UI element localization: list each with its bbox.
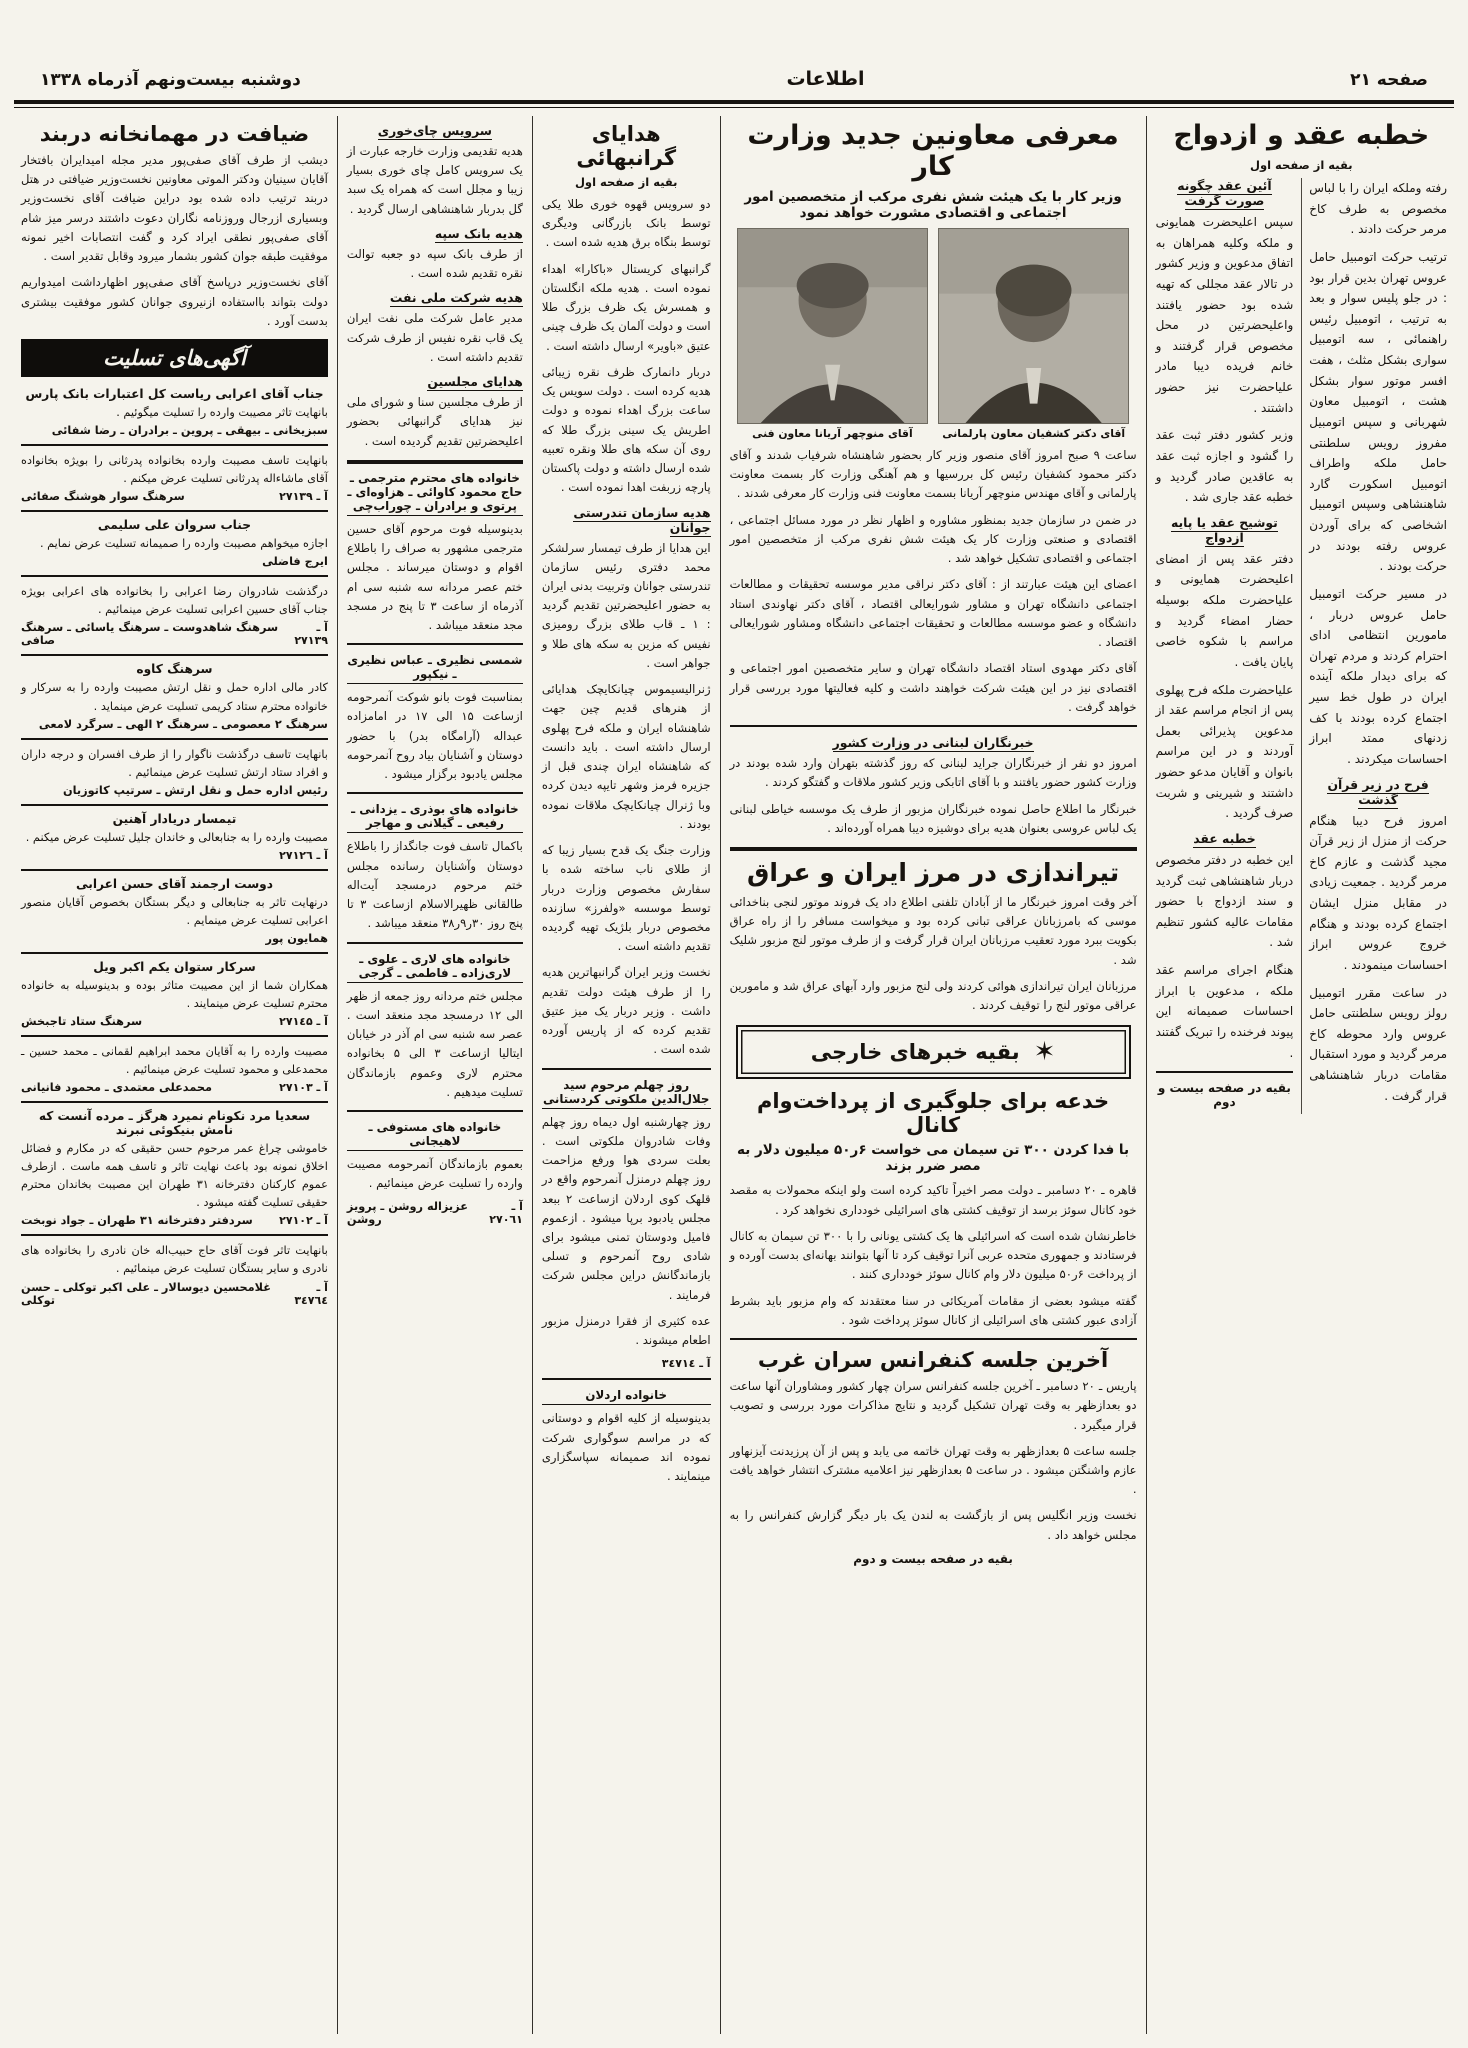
sub-headline: هدایای مجلسین: [427, 374, 523, 390]
notice-signature: سردفتر دفترخانه ۳۱ طهران ـ جواد نوبخت: [21, 1214, 253, 1228]
sub-headline: فرح در زیر قرآن گذشت: [1327, 776, 1429, 807]
family-notice-body: مجلس ختم مردانه روز جمعه از ظهر الی ۱۲ درمسجد مجد منعقد است . عصر سه شنبه سی ام آذر در خیابان ایتالیا ازساعت ۳ الی ۵ بخانواده محترم لاری وعموم بازماندگان تسلیت میدهیم .: [346, 988, 523, 1099]
sub-headline: هدیه شرکت ملی نفت: [389, 290, 523, 306]
condolence-entry: [21, 954, 328, 1037]
paragraph: خبرنگار ما اطلاع حاصل نموده خبرنگاران مزبور از طرف یک موسسه خیاطی لبنانی یک لباس عروسی بعنوان هدیه برای دوشیزه دیبا همراه آورده‌اند .: [729, 801, 1137, 835]
condolence-entry: [21, 1037, 328, 1103]
column-wedding-sermon: [1146, 116, 1456, 2034]
condolence-entry: [21, 806, 328, 871]
family-notice-head: خانواده های بوذری ـ یزدانی ـ رفیعی ـ گیلانی و مهاجر: [347, 802, 523, 833]
article-title: تیراندازی در مرز ایران و عراق: [747, 857, 1120, 887]
obituary-head: روز چهلم مرحوم سید جلال‌الدین ملکوتی کردستانی: [542, 1078, 711, 1109]
entry-body: خاموشی چراغ عمر مرحوم حسن حقیقی که در مکارم و فضائل اخلاق نمونه بود باعث نهایت تاثر و تاسف همه ماست . ازطرف عموم کارکنان دفترخانه ۳۱ طهران این مصیبت بخاندان محترم حقیقی تسلیت گفته میشود .: [21, 1142, 328, 1210]
obituary-body: روز چهارشنبه اول دیماه روز چهلم وفات شادروان ملکوتی است . بعلت سردی هوا ورفع مزاحمت روز چهلم درمنزل آنمرحوم واقع در قلهک کوی اردلان ازساعت ۲ ببعد مجلس یادبود برپا میشود . ازعموم فامیل ودوستان تمنی میشود برای شادی روح آنمرحوم و تسلی بازماندگانش دراین مجلس شرکت فرمایند .: [541, 1114, 711, 1302]
paragraph: در ساعت مقرر اتومبیل رولز رویس سلطنتی حامل عروس وارد محوطه کاخ مرمر گردید و مورد استقبال مقامات دربار شاهنشاهی قرار گرفت .: [1309, 985, 1447, 1103]
paragraph: مرزبانان ایران تیراندازی هوائی کردند ولی لنج مزبور وارد آبهای عراق شد و مامورین عراقی موتور لنج را توقیف کردند .: [729, 978, 1137, 1013]
rule: [1156, 1071, 1294, 1073]
entry-head: سرکار ستوان یکم اکبر ویل: [93, 959, 256, 974]
condolence-entry: [21, 871, 328, 954]
entry-body: بانهایت تاسف مصیبت وارده بخانواده پدرثانی را بویژه بخانواده آقای ماشاءاله پدرثانی تسلیت عرض میکنم .: [21, 454, 328, 486]
article-title: خدعه برای جلوگیری از پرداخت‌وام کانال: [756, 1089, 1110, 1138]
paragraph: دو سرویس قهوه خوری طلا یکی توسط بانک بازرگانی ودیگری توسط بنگاه برق هدیه شده است .: [541, 197, 711, 250]
paragraph: هنگام اجرای مراسم عقد ملکه ، مدعوین با ابراز احساسات صمیمانه این پیوند فرخنده را تبریک گفتند .: [1155, 963, 1294, 1060]
obituary-body: بدینوسیله از کلیه اقوام و دوستانی که در مراسم سوگواری شرکت نموده اند صمیمانه سپاسگزاری مینمایند .: [541, 1411, 711, 1484]
family-notice-head: خانواده های محترم مترجمی ـ حاج محمود کاوائی ـ هزاوه‌ای ـ پرتوی و برادران ـ چوراب‌چی: [347, 471, 523, 516]
paragraph: آخر وقت امروز خبرنگار ما از آبادان تلفنی اطلاع داد یک فروند موتور لنجی بناخدائی موسی که بامرزبانان عراقی تبانی کرده بود و میخواست مسافر را از راه عراق بکویت ببرد مورد تعقیب مرزبانان ایران قرار گرفت و از طرف موتور لنج مزبور شلیک شد .: [729, 894, 1137, 967]
entry-body: بانهایت تاسف درگذشت ناگوار را از طرف افسران و درجه داران و افراد ستاد ارتش تسلیت عرض مینمائیم .: [21, 747, 328, 779]
foreign-news-title: بقیه خبرهای خارجی: [810, 1040, 1020, 1065]
continued-on-note: بقیه در صفحه بیست و دوم: [1157, 1081, 1291, 1110]
paragraph: از طرف مجلسین سنا و شورای ملی نیز هدایای گرانبهائی بحضور اعلیحضرتین تقدیم گردیده است .: [346, 395, 523, 448]
family-notice-foot: [347, 1200, 523, 1226]
entry-body: درگذشت شادروان رضا اعرابی را بخانواده های اعرابی بویژه جناب آقای حسین اعرابی تسلیت عرض مینمائیم .: [21, 585, 328, 617]
obituary-extra: عده کثیری از فقرا درمنزل مزبور اطعام میشوند .: [541, 1313, 711, 1348]
notice-signature: غلامحسین دیوسالار ـ علی اکبر توکلی ـ حسن توکلی: [21, 1280, 271, 1307]
column-condolences: [12, 116, 337, 2034]
column-precious-gifts: [532, 116, 720, 2034]
paragraph: قاهره ـ ۲۰ دسامبر ـ دولت مصر اخیراً تاکید کرده است ولو اینکه محمولات به مقصد خود کانال سوئز برسد از توقیف کشتی های اسرائیلی خودداری نخواهد کرد .: [729, 1183, 1137, 1217]
family-notice-head: خانواده های لاری ـ علوی ـ لاری‌زاده ـ فاطمی ـ گرجی: [347, 952, 523, 983]
paragraph: علیاحضرت ملکه فرح پهلوی پس از انجام مراسم عقد از مدعوین پذیرائی بعمل آوردند و در این مراسم بانوان و آقایان مدعو حضور داشتند و شیرینی و شربت صرف گردید .: [1155, 682, 1294, 821]
photo-caption: آقای منوچهر آریانا معاون فنی: [752, 427, 913, 440]
sub-headline: هدیه بانک سپه: [434, 225, 523, 241]
entry-body: بانهایت تاثر فوت آقای حاج حبیب‌اله خان نادری را بخانواده های نادری و سایر بستگان تسلیت عرض مینمائیم .: [21, 1244, 328, 1276]
portrait-photo-ariana: [737, 228, 928, 424]
article-title: ضیافت در مهمانخانه دربند: [39, 122, 310, 146]
sub-headline: توشیح عقد یا پایه ازدواج: [1170, 514, 1278, 545]
condolence-entry: [21, 381, 328, 446]
paragraph: پاریس ـ ۲۰ دسامبر ـ آخرین جلسه کنفرانس سران چهار کشور ومشاوران آنها ساعت دو بعدازظهر به وقت تهران تشکیل گردید و نتایج مذاکرات مورد بررسی و تصویب قرار میگیرد .: [729, 1379, 1137, 1432]
paragraph: سپس اعلیحضرت همایونی و ملکه وکلیه همراهان به اتفاق مدعوین و وزیر کشور در تالار عقد مجللی که تهیه شده بود حضور یافتند واعلیحضرتین در محل مخصوص قرار گرفتند و خانم فریده دیبا مادر علیاحضرت نیز حضور داشتند .: [1155, 215, 1294, 415]
notice-code: آ ـ ۳٤۷٦٤: [294, 1280, 328, 1307]
foreign-news-box: [736, 1025, 1131, 1079]
obituary-foot: [542, 1357, 711, 1370]
rule: [542, 1378, 711, 1380]
notice-signature: سرهنگ ۲ معصومی ـ سرهنگ ۲ الهی ـ سرگرد لامعی: [38, 717, 328, 731]
sub-headline: هدیه سازمان تندرستی جوانان: [573, 504, 711, 535]
entry-head: سرهنگ کاوه: [136, 662, 213, 677]
notice-signature: سبزیخانی ـ بیهقی ـ پروین ـ برادران ـ رضا شفائی: [51, 424, 328, 438]
paragraph: جلسه ساعت ۵ بعدازظهر به وقت تهران خاتمه می یابد و پس از آن پرزیدنت آیزنهاور عازم واشنگتن میشود . در ساعت ۵ بعدازظهر نیز اعلامیه مشترک انتشار خواهد یافت .: [729, 1443, 1137, 1497]
notice-code: آ ـ ۲۷۰٦۱: [489, 1200, 523, 1227]
paragraph: وزیر کشور دفتر ثبت عقد را گشود و اجازه ثبت عقد به عاقدین صادر گردید و خطبه عقد جاری شد .: [1155, 428, 1294, 505]
paragraph: مدیر عامل شرکت ملی نفت ایران یک قاب نقره نفیس از طرف شرکت تقدیم داشته است .: [346, 311, 523, 364]
notice-code: آ ـ ۲۷۱۰۲: [279, 1214, 328, 1228]
paragraph: گرانبهای کریستال «باکارا» اهداء نموده است . هدیه ملکه انگلستان و همسرش یک ظرف بزرگ طلا است و دولت آلمان یک ظرف چینی عتیق «باویر» ارسال داشته است .: [541, 261, 711, 353]
family-notice-body: بدینوسیله فوت مرحوم آقای حسین مترجمی مشهور به صراف را باطلاع اقوام و دوستان میرساند . مجلس ختم عصر مردانه سه شنبه سی ام آذرماه از ساعت ۳ تا پنج در مسجد مجد منعقد میباشد .: [346, 521, 523, 632]
photo-caption: آقای دکتر کشفیان معاون پارلمانی: [942, 427, 1126, 440]
masthead-rule: [14, 100, 1454, 108]
notice-signature: رئیس اداره حمل و نقل ارتش ـ سرتیپ کاتوزیان: [62, 783, 328, 797]
paragraph: از طرف بانک سپه دو جعبه توالت نقره تقدیم شده است .: [346, 246, 523, 281]
family-notice-body: بمناسبت فوت بانو شوکت آنمرحومه ازساعت ۱۵ الی ۱۷ در امامزاده عبداله (آرامگاه بدر) با حضور دوستان و آشنایان بیاد روح آنمرحومه مجلس یادبود برگزار میشود .: [346, 690, 523, 782]
rule: [730, 1338, 1137, 1340]
paragraph: نخست وزیر ایران گرانبهاترین هدیه را از طرف هیئت دولت تقدیم داشت . وزیر دربار یک میز عتیق تقدیم کرده که از پاریس آورده شده است .: [541, 965, 711, 1057]
family-notice-body: بعموم بازماندگان آنمرحومه مصیبت وارده را تسلیت عرض مینمائیم .: [346, 1156, 523, 1191]
condolence-entry: [21, 446, 328, 512]
entry-head: سعدیا مرد نکونام نمیرد هرگز ـ مرده آنست که نامش بنیکوئی نبرند: [38, 1109, 311, 1138]
paragraph: آقای دکتر مهدوی استاد اقتصاد دانشگاه تهران و سایر متخصصین امور اجتماعی و اقتصادی نیز در این هیئت شرکت خواهند داشت و کلیه فعالیتها مورد بررسی قرار خواهد گرفت .: [729, 661, 1137, 714]
paragraph: این خطبه در دفتر مخصوص دربار شاهنشاهی ثبت گردید و سند ازدواج با حضور مقامات عالیه کشور تنظیم شد .: [1155, 852, 1294, 950]
entry-head: جناب آقای اعرابی ریاست کل اعتبارات بانک پارس: [25, 387, 324, 402]
notice-signature: عزیزاله روشن ـ پرویز روشن: [346, 1200, 468, 1227]
notice-signature: ایرج فاضلی: [262, 555, 328, 569]
paragraph: امروز دو نفر از خبرنگاران جراید لبنانی که روز گذشته بتهران وارد شده بودند در وزارت کشور حضور یافتند و با آقای اتابکی وزیر کشور ملاقات و گفتگو کردند .: [729, 756, 1137, 790]
sub-headline: خطبه عقد: [1193, 830, 1256, 846]
rule: [347, 1110, 523, 1112]
notice-code: آ ـ ۲۷۱٤۵: [279, 1015, 328, 1029]
issue-date: دوشنبه بیست‌ونهم آذرماه ۱۳۳۸: [40, 70, 301, 90]
notice-code: آ ـ ۲۷۱۳۹: [279, 490, 328, 504]
continued-on-note: بقیه در صفحه بیست و دوم: [853, 1551, 1013, 1566]
notice-signature: سرهنگ ستاد تاجبخش: [21, 1015, 143, 1029]
portrait-silhouette: [939, 229, 1128, 423]
photo-left-wrap: [737, 228, 928, 444]
paragraph: در مسیر حرکت اتومبیل حامل عروس دربار ، مامورین انتظامی ادای احترام کردند و مردم تهران که برای دیدار ملکه آینده ایران در طول خط سیر اجتماع کرده بودند با کف زدنهای ممتد ابراز احساسات میکردند .: [1309, 586, 1447, 766]
star-icon: ✶: [1033, 1037, 1056, 1068]
photo-right-wrap: [938, 228, 1129, 444]
column-main-news: [720, 116, 1146, 2034]
continued-from-note: بقیه از صفحه اول: [1249, 158, 1353, 172]
entry-body: اجازه میخواهم مصیبت وارده را صمیمانه تسلیت عرض نمایم .: [39, 537, 328, 551]
paragraph: این هدایا از طرف تیمسار سرلشکر محمد دفتری رئیس سازمان تندرستی جوانان وتربیت بدنی ایران به حضور اعلیحضرتین تقدیم گردید : ۱ ـ قاب طلای بزرگ رومیزی نفیس که مزین به سکه های طلا و جواهر است .: [541, 540, 711, 670]
paragraph: دفتر عقد پس از امضای اعلیحضرت همایونی و علیاحضرت ملکه بوسیله حضار امضاء گردید و مراسم با شکوه خاصی پایان یافت .: [1155, 551, 1294, 669]
article-title: معرفی معاونین جدید وزارت کار: [747, 120, 1119, 182]
paragraph: رفته وملکه ایران را با لباس مخصوص به طرف کاخ مرمر حرکت دادند .: [1309, 181, 1447, 237]
entry-head: تیمسار دریادار آهنین: [112, 811, 237, 826]
paragraph: نخست وزیر انگلیس پس از بازگشت به لندن یک بار دیگر گزارش کنفرانس را به مجلس خواهد داد .: [729, 1508, 1137, 1542]
rule: [347, 942, 523, 944]
condolence-entry: [21, 656, 328, 739]
newspaper-title: اطلاعات: [786, 68, 865, 90]
rule: [347, 460, 523, 464]
notice-signature: محمدعلی معتمدی ـ محمود فانیانی: [21, 1081, 213, 1095]
portrait-silhouette: [738, 229, 927, 423]
entry-body: همکاران شما از این مصیبت متاثر بوده و بدینوسیله به خانواده محترم تسلیت عرض مینمایند .: [21, 978, 328, 1010]
article-title: سرویس چای‌خوری: [377, 123, 492, 138]
notice-code: آ ـ ۲۷۱۲٦: [279, 848, 328, 862]
paragraph: ترتیب حرکت اتومبیل حامل عروس تهران بدین قرار بود : در جلو پلیس سوار و بعد به ترتیب ، اتومبیل رئیس راهنمائی ، سه اتومبیل سواری بشکل مثلث ، هفت افسر موتور سوار بشکل هشت ، اتومبیل معاون شهربانی و سپس اتومبیل مفروز رویس سلطنتی حامل ملکه واطراف اتومبیل اسکورت گارد شاهنشاهی وسپس اتومبیل اشخاصی که برای آوردن عروس رفته بودند در حرکت بودند .: [1309, 249, 1447, 574]
entry-body: کادر مالی اداره حمل و نقل ارتش مصیبت وارده را به سرکار و خانواده محترم ستاد کریمی تسلیت عرض مینماید .: [21, 681, 328, 713]
family-notice-head: خانواده های مستوفی ـ لاهیجانی: [347, 1120, 523, 1151]
condolence-entry: [21, 740, 328, 806]
portrait-photos: [730, 228, 1137, 444]
condolence-entry: [21, 577, 328, 656]
family-notice-head: شمسی نظیری ـ عباس نظیری ـ نیکپور: [347, 653, 523, 684]
paragraph: آقای نخست‌وزیر درپاسخ آقای صفی‌پور اظهارداشت امیدواریم دولت بتواند بااستفاده ازنیروی جوانان کشور موفقیت بیشتری بدست آورد .: [21, 275, 328, 328]
entry-head: دوست ارجمند آقای حسن اعرابی: [75, 876, 274, 891]
entry-body: درنهایت تاثر به جنابعالی و دیگر بستگان بخصوص آقایان منصور اعرابی تسلیت عرض مینمایم .: [21, 895, 328, 927]
article-subtitle: با فدا کردن ۳۰۰ تن سیمان می خواست ۶ر۵۰ میلیون دلار به مصر ضرر بزند: [737, 1142, 1130, 1175]
rule: [730, 847, 1137, 851]
article-body: [1156, 178, 1447, 1114]
entry-head: جناب سروان علی سلیمی: [97, 518, 252, 533]
notice-signature: همایون پور: [265, 931, 328, 945]
rule: [347, 792, 523, 794]
paragraph: امروز فرح دیبا هنگام حرکت از منزل از زیر قرآن مجید گذشت و عازم کاخ مرمر گردید . جمعیت زیادی در مقابل منزل ایشان اجتماع کرده بودند و هنگام خروج عروس ابراز احساسات مینمودند .: [1309, 813, 1447, 972]
obituary-head: خانواده اردلان: [542, 1388, 711, 1405]
entry-body: بانهایت تاثر مصیبت وارده را تسلیت میگوئیم .: [116, 406, 328, 420]
paragraph: ژنرالیسیموس چیانکایچک هدایائی از هنرهای قدیم چین جهت شاهنشاه ایران و ملکه فرح پهلوی ارسال داشته است . باید دانست که شاهنشاه ایران چندی قبل از جزیره فرمز وشهر تایپه دیدن کرده وبا ژنرال چیانکایچک ملاقات نموده بودند .: [541, 682, 711, 831]
condolence-entry: [21, 1236, 328, 1313]
masthead: [40, 68, 1428, 90]
article-title: آخرین جلسه کنفرانس سران غرب: [757, 1348, 1109, 1373]
page-columns: [12, 116, 1456, 2034]
column-tea-service: [337, 116, 532, 2034]
rule: [347, 643, 523, 645]
paragraph: دیشب از طرف آقای صفی‌پور مدیر مجله امیدایران بافتخار آقایان سینیان ودکتر الموتی معاونین نخست‌وزیر ضیافتی در هتل دربند ترتیب داده شده بود دراین ضیافت آقای نخست‌وزیر وبسیاری ازرجال وروزنامه نگاران دعوت داشتند درسر میز شام آقای صفی‌پور نطقی ایراد کرد و گفت انتصابات اخیر نمونه موفقیت طبقه جوان کشور بشمار میرود وقابل تقدیر است .: [21, 153, 328, 264]
article-title: خطبه عقد و ازدواج: [1173, 120, 1430, 151]
sub-headline: آئین عقد چگونه صورت گرفت: [1177, 178, 1272, 208]
condolence-entry: [21, 512, 328, 577]
notice-code: آ ـ ۲۷۱۳۹: [294, 621, 328, 648]
paragraph: گفته میشود بعضی از مقامات آمریکائی در سنا معتقدند که وام مزبور باید بشرط آزادی عبور کشتی های اسرائیلی از کانال سوئز پرداخت شود .: [729, 1293, 1137, 1327]
paragraph: ساعت ۹ صبح امروز آقای منصور وزیر کار بحضور شاهنشاه شرفیاب شدند و آقای دکتر محمود کشفیان رئیس کل بررسیها و هم آهنگی وزارت کار بسمت معاونت پارلمانی و آقای مهندس منوچهر آریانا بسمت معاونت فنی وزارت کار معرفی شدند .: [729, 448, 1137, 501]
paragraph: در ضمن در سازمان جدید بمنظور مشاوره و اظهار نظر در مورد مسائل اجتماعی ، اقتصادی و صنعتی وزارت کار یک هیئت شش نفری مرکب از متخصصین امور اجتماعی و اقتصادی تشکیل خواهد شد .: [729, 512, 1137, 566]
condolence-entry: [21, 1103, 328, 1236]
entry-body: مصیبت وارده را به جنابعالی و خاندان جلیل تسلیت عرض میکنم .: [25, 830, 328, 844]
notice-signature: سرهنگ سوار هوشنگ صفائی: [21, 490, 185, 504]
notice-code: آ ـ ۳٤۷۱٤: [661, 1357, 711, 1371]
page-number: صفحه ۲۱: [1350, 70, 1428, 90]
paragraph: هدیه تقدیمی وزارت خارجه عبارت از یک سرویس کامل چای خوری بسیار زیبا و مجلل است که همراه یک سبد گل بدربار شاهنشاهی ارسال گردید .: [346, 144, 523, 216]
paragraph: وزارت جنگ یک قدح بسیار زیبا که از طلای ناب ساخته شده با سفارش مخصوص وزارت دربار توسط موسسه «ولفرز» سازنده مخصوص دربار بلژیک تهیه گردیده تقدیم داشته است .: [541, 843, 711, 954]
rule: [730, 725, 1137, 727]
condolences-banner: آگهی‌های تسلیت: [21, 339, 328, 377]
entry-body: مصیبت وارده را به آقایان محمد ابراهیم لقمانی ـ محمد حسین ـ محمدعلی و محمود تسلیت عرض مینمائیم .: [21, 1045, 328, 1077]
portrait-photo-kashfian: [938, 228, 1129, 424]
article-title: هدایای گرانبهائی: [576, 122, 677, 170]
paragraph: اعضای این هیئت عبارتند از : آقای دکتر نراقی مدیر موسسه تحقیقات و مطالعات اجتماعی دانشگاه تهران و مشاور شورایعالی اقتصاد ، آقای دکتر نهاوندی استاد دانشگاه و عضو موسسه مطالعات و تحقیقات اجتماعی دانشگاه ومشاور شورایعالی اقتصاد .: [729, 577, 1137, 650]
article-subtitle: وزیر کار با یک هیئت شش نفری مرکب از متخصصین امور اجتماعی و اقتصادی مشورت خواهد نمود: [744, 189, 1122, 221]
paragraph: دربار دانمارک ظرف نقره زیبائی هدیه کرده است . دولت سویس یک ساعت بزرگ اهداء نموده و دولت اطریش یک سینی بزرگ طلا که روی آن سکه های طلا ونقره تعبیه شده ارسال داشته و دولت پاکستان پارچه زربفت اهدا نموده است .: [541, 364, 711, 495]
notice-signature: سرهنگ شاهدوست ـ سرهنگ یاسائی ـ سرهنگ صافی: [21, 621, 279, 648]
paragraph: خاطرنشان شده است که اسرائیلی ها یک کشتی یونانی را با ۳۰۰ تن سیمان به کانال فرستادند و جمهوری متحده عربی آنرا توقیف کرد تا آنها بتوانند بهانه‌ای بدست آورده و از پرداخت ۶ر۵۰ میلیون دلار وام کانال سوئز خودداری کنند .: [729, 1228, 1137, 1282]
notice-code: آ ـ ۲۷۱۰۳: [279, 1081, 328, 1095]
continued-from-note: بقیه از صفحه اول: [574, 175, 678, 189]
article-title: خبرنگاران لبنانی در وزارت کشور: [832, 735, 1034, 751]
family-notice-body: باکمال تاسف فوت جانگداز را باطلاع دوستان وآشنایان رسانده مجلس ختم مرحوم درمسجد آیت‌اله طالقانی ظهیرالاسلام ازساعت ۳ تا پنج روز ۳۰ر۹ر۳۸ منعقد میباشد .: [346, 839, 523, 931]
rule: [542, 1068, 711, 1070]
